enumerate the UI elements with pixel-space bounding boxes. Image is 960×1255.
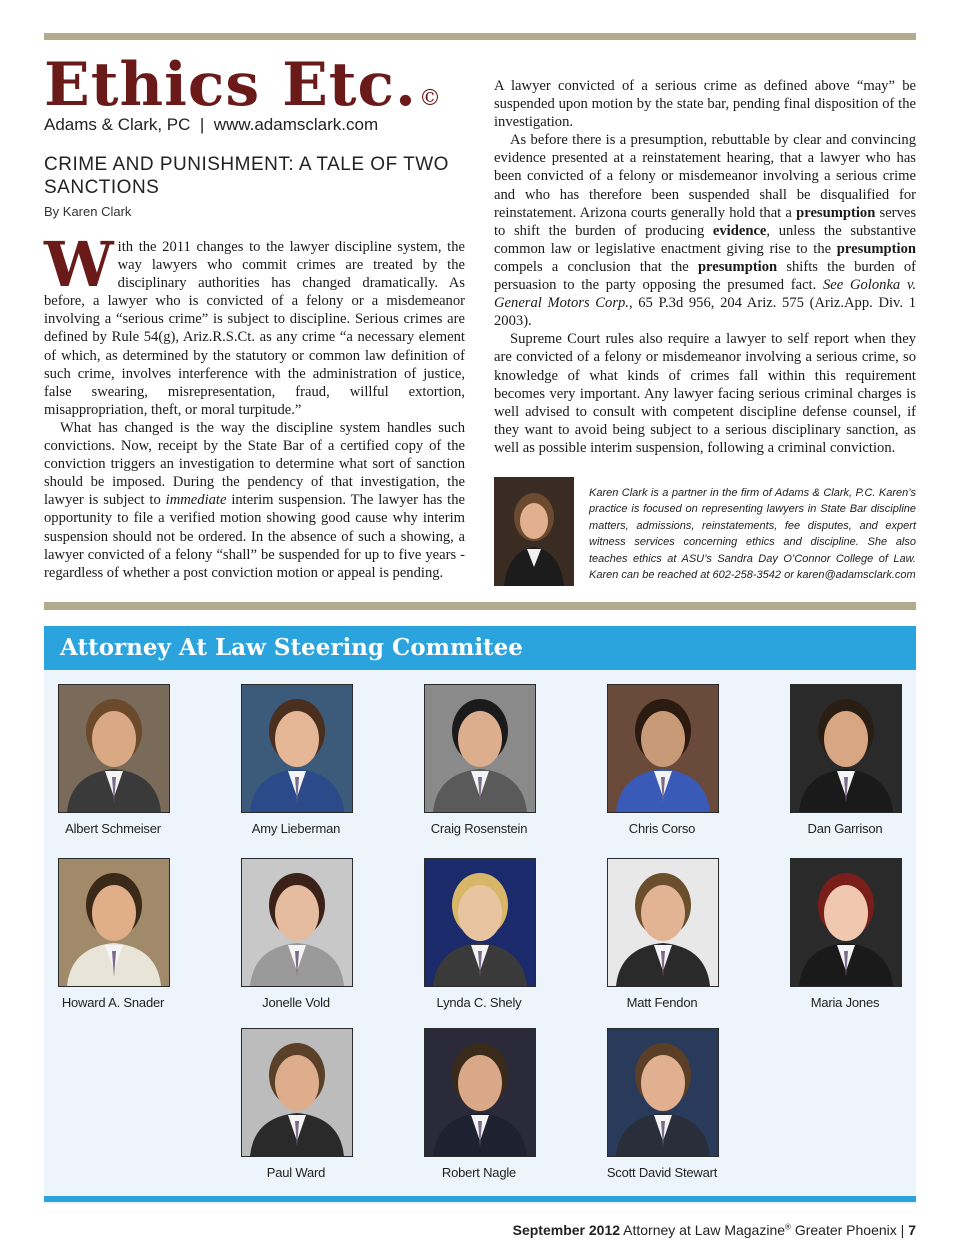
article-paragraph: Supreme Court rules also require a lawyer to self report when they are convicted of a felony or misdemeanor involving a serious crime, so knowledge of what kinds of crimes fall within this requirement becomes very important. Any lawyer facing serious criminal charges is well advised to consult with competent discipline defense counsel, if they want to avoid being subject to a serious disciplinary sanction, as well as possible interim suspension, following a criminal conviction. (494, 331, 916, 456)
article-paragraph: A lawyer convicted of a serious crime as defined above “may” be suspended upon motion by the state bar, pending final disposition of the investigation. (494, 78, 916, 131)
member-name: Scott David Stewart (606, 1165, 718, 1180)
copyright-symbol: © (418, 86, 442, 111)
member-name: Robert Nagle (441, 1165, 517, 1180)
masthead-title: Ethics Etc.© (44, 50, 442, 120)
member-photo (607, 858, 719, 987)
member-photo (241, 858, 353, 987)
member-name: Craig Rosenstein (430, 821, 528, 836)
mid-rule (44, 602, 916, 610)
firm-line: Adams & Clark, PC | www.adamsclark.com (44, 115, 379, 134)
member-name: Lynda C. Shely (436, 995, 522, 1010)
member-photo (424, 858, 536, 987)
member-name: Jonelle Vold (262, 995, 330, 1010)
member-photo (241, 1028, 353, 1157)
member-photo (607, 684, 719, 813)
member-photo (424, 1028, 536, 1157)
article-headline: CRIME AND PUNISHMENT: A TALE OF TWO SANCTIONS (44, 154, 449, 198)
member-photo (58, 684, 170, 813)
article-left-column (44, 228, 465, 582)
drop-cap: W (44, 228, 114, 301)
member-photo (790, 684, 902, 813)
member-name: Paul Ward (266, 1165, 326, 1180)
member-name: Dan Garrison (807, 821, 883, 836)
member-name: Albert Schmeiser (65, 821, 161, 836)
committee-bottom-rule (44, 1196, 916, 1202)
member-photo (790, 858, 902, 987)
member-name: Matt Fendon (626, 995, 698, 1010)
article-paragraph: With the 2011 changes to the lawyer discipline system, the way lawyers who commit crimes are treated by the disciplinary authorities has changed dramatically. As before, a lawyer who is convicted of a felony or a misdemeanor involving a “serious crime” is subject to discipline. Serious crimes are defined by Rule 54(g), Ariz.R.S.Ct. as any crime “a necessary element of which, as determined by the statutory or common law definition of such crime, involves interference with the administration of justice, false swearing, misrepresentation, fraud, willful extortion, misappropriation, theft, or moral turpitude.” (44, 228, 465, 418)
top-rule (44, 33, 916, 40)
committee-title: Attorney At Law Steering Commitee (60, 634, 523, 661)
article-paragraph: As before there is a presumption, rebuttable by clear and convincing evidence presented at a reinstatement hearing, that a lawyer who has been convicted of a felony or misdemeanor involving a serious crime and who has therefore been suspended shall be disqualified for reinstatement. Arizona courts generally hold that a presumption serves to shift the burden of producing evidence, unless the substantive common law or legislative enactment giving rise to the presumption compels a conclusion that the presumption shifts the burden of persuasion to the party opposing the presumed fact. See Golonka v. General Motors Corp., 65 P.3d 956, 204 Ariz. 575 (Ariz.App. Div. 1 2003). (494, 132, 916, 330)
member-name: Howard A. Snader (61, 995, 165, 1010)
member-name: Chris Corso (628, 821, 696, 836)
member-photo (58, 858, 170, 987)
page-footer: September 2012 Attorney at Law Magazine® Greater Phoenix | 7 (512, 1222, 916, 1238)
member-photo (424, 684, 536, 813)
member-photo (607, 1028, 719, 1157)
member-name: Maria Jones (810, 995, 880, 1010)
article-right-column (494, 77, 916, 457)
member-name: Amy Lieberman (251, 821, 341, 836)
article-paragraph: What has changed is the way the discipline system handles such convictions. Now, receipt by the State Bar of a certified copy of the conviction triggers an investigation to determine what sort of sanction should be imposed. During the pendency of that investigation, the lawyer is subject to immediate interim suspension. The lawyer has the opportunity to file a verified motion showing good cause why interim suspension should not be ordered. In the absence of such a showing, a lawyer convicted of a felony “shall” be suspended for up to five years - regardless of whether a post conviction motion or appeal is pending. (44, 419, 465, 581)
author-photo (494, 477, 574, 586)
author-bio: Karen Clark is a partner in the firm of Adams & Clark, P.C. Karen’s practice is focused on representing lawyers in State Bar discipline matters, admissions, reinstatements, fee disputes, and expert witness services concerning ethics and discipline. She also teaches ethics at ASU’s Sandra Day O’Connor College of Law. Karen can be reached at 602-258-3542 or karen@adamsclark.com (589, 487, 916, 582)
member-photo (241, 684, 353, 813)
article-byline: By Karen Clark (44, 204, 132, 219)
